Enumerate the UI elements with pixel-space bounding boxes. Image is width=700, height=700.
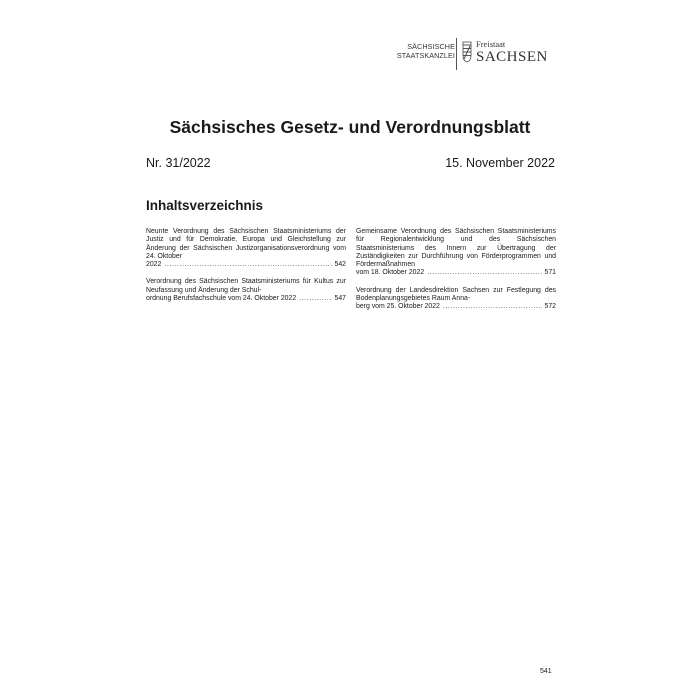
toc-entry-page: 572 (544, 303, 556, 311)
issue-date: 15. November 2022 (445, 156, 555, 170)
issue-number: Nr. 31/2022 (146, 156, 211, 170)
toc-leader-dots (299, 295, 331, 303)
header-logo (384, 38, 560, 72)
document-title: Sächsisches Gesetz- und Verordnungsblatt (169, 117, 531, 137)
logo-left-line2: STAATSKANZLEI (396, 51, 455, 60)
toc-entry[interactable] (146, 278, 346, 303)
toc-entry-lastline (356, 303, 556, 311)
logo-left-line1: SÄCHSISCHE (407, 42, 455, 51)
logo-freistaat: Freistaat (476, 39, 506, 49)
staatskanzlei-wordmark (397, 42, 455, 60)
page-number: 541 (540, 668, 552, 675)
toc-entry-lastline (146, 295, 346, 303)
toc-column-left (146, 228, 346, 312)
toc-entry[interactable] (146, 228, 346, 269)
toc-entry[interactable] (356, 228, 556, 278)
toc-entry-lastline-text: ordnung Berufsfachschule vom 24. Oktober 2022 (146, 295, 297, 303)
toc-entry-page: 571 (544, 269, 556, 277)
toc-entry-page: 547 (334, 295, 346, 303)
toc-entry[interactable] (356, 287, 556, 312)
toc-entry-page: 542 (334, 261, 346, 269)
toc-heading: Inhaltsverzeichnis (146, 198, 264, 213)
toc-leader-dots (443, 303, 542, 311)
toc-entry-lastline-text: 2022 (146, 261, 162, 269)
toc-entry-text: Verordnung der Landesdirektion Sachsen zur Festlegung des Bodenplanungsgebietes Raum Anna- (356, 286, 556, 303)
toc-entry-lastline-text: berg vom 25. Oktober 2022 (356, 303, 440, 311)
toc-column-right (356, 228, 556, 321)
saxony-crest-icon (462, 41, 472, 63)
toc-entry-lastline (146, 261, 346, 269)
logo-sachsen: SACHSEN (476, 49, 548, 65)
toc-entry-text: Gemeinsame Verordnung des Sächsischen Staatsministeriums für Regionalentwicklung und des Sächsischen Staatsministeriums des Innern zur Übertragung der Zuständigkeiten zur Durchführung von Förderprogrammen und Fördermaßnahmen (356, 228, 556, 269)
toc-entry-lastline (356, 269, 556, 277)
toc-entry-lastline-text: vom 18. Oktober 2022 (356, 269, 425, 277)
freistaat-sachsen-wordmark (476, 40, 548, 65)
logo-divider (456, 38, 457, 70)
toc-leader-dots (427, 269, 541, 277)
toc-entry-text: Verordnung des Sächsischen Staatsministeriums für Kultus zur Neufassung und Änderung der Schul- (146, 278, 346, 294)
toc-leader-dots (164, 261, 331, 269)
toc-entry-text: Neunte Verordnung des Sächsischen Staatsministeriums der Justiz und für Demokratie, Europa und Gleichstellung zur Änderung der Sächsischen Justizorganisationsverordnung vom 24. Oktober (146, 228, 346, 260)
